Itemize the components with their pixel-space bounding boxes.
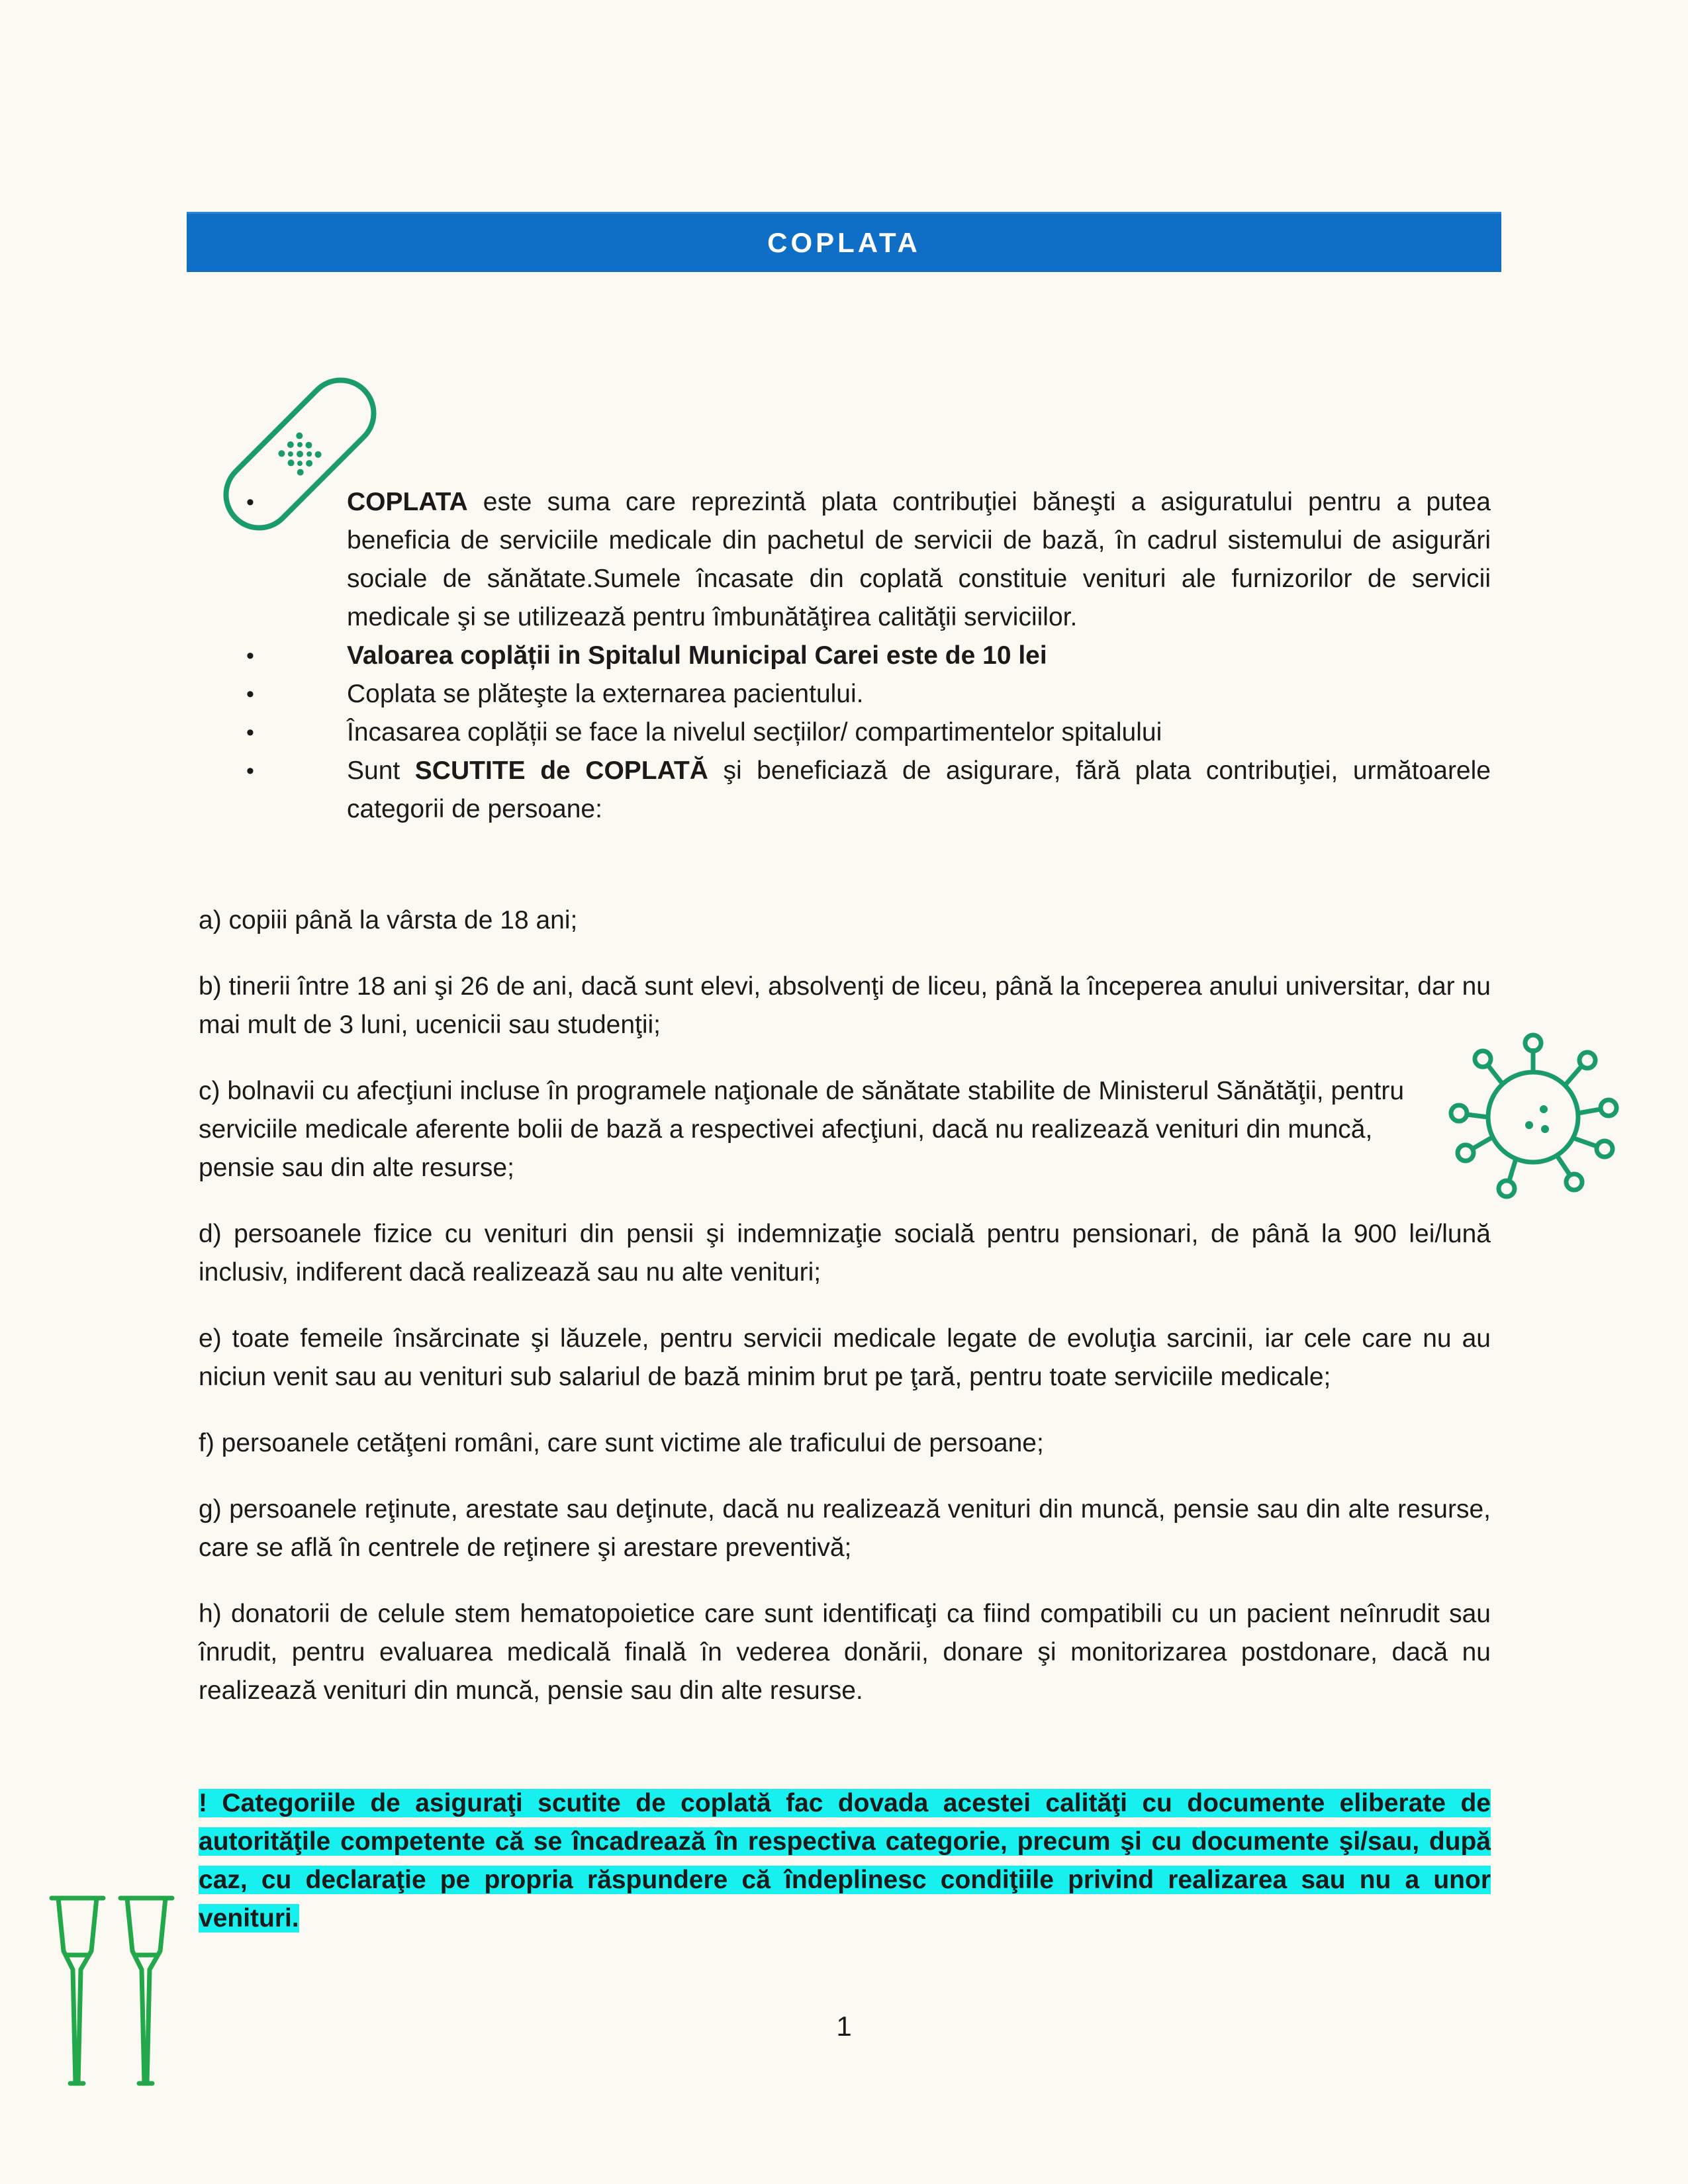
exemption-paragraphs: [199, 901, 1491, 1738]
note-paragraph: ! Categoriile de asiguraţi scutite de coplată fac dovada acestei calităţi cu documente eliberate de autorităţile competente că se încadrează în respectiva categorie, precum şi cu documente şi/sau, după caz, cu declaraţie pe propria răspundere că îndeplinesc condiţiile privind realizarea sau nu a unor venituri.: [199, 1789, 1491, 1933]
list-item: • Coplata se plăteşte la externarea pacientului.: [246, 680, 864, 708]
paragraph: b) tinerii între 18 ani şi 26 de ani, dacă sunt elevi, absolvenţi de liceu, până la începerea anului universitar, dar nu mai mult de 3 luni, ucenicii sau studenţii;: [199, 972, 1491, 1039]
list-item: • Sunt SCUTITE de COPLATĂ şi beneficiază de asigurare, fără plata contribuţiei, următoarele categorii de persoane:: [246, 756, 1491, 823]
paragraph: e) toate femeile însărcinate şi lăuzele, pentru servicii medicale legate de evoluţia sarcinii, iar cele care nu au niciun venit sau au venituri sub salariul de bază minim brut pe ţară, pentru toate serviciile medicale;: [199, 1324, 1491, 1391]
paragraph: c) bolnavii cu afecţiuni incluse în programele naţionale de sănătate stabilite de Ministerul Sănătăţii, pentru serviciile medicale aferente bolii de bază a respectivei afecţiuni, dacă nu realizează venituri din muncă, pensie sau din alte resurse;: [199, 1077, 1405, 1182]
page-number: 1: [836, 2011, 852, 2042]
paragraph: a) copiii până la vârsta de 18 ani;: [199, 906, 578, 934]
virus-icon: [1447, 1031, 1619, 1203]
paragraph: d) persoanele fizice cu venituri din pensii şi indemnizaţie socială pentru pensionari, de până la 900 lei/lună inclusiv, indiferent dacă realizează sau nu alte venituri;: [199, 1220, 1491, 1287]
page-title: COPLATA: [767, 227, 921, 258]
list-item: • Încasarea coplății se face la nivelul secțiilor/ compartimentelor spitalului: [246, 718, 1162, 747]
paragraph: g) persoanele reţinute, arestate sau deţinute, dacă nu realizează venituri din muncă, pensie sau din alte resurse, care se află în centrele de reţinere şi arestare preventivă;: [199, 1495, 1491, 1562]
paragraph: f) persoanele cetăţeni români, care sunt victime ale traficului de persoane;: [199, 1429, 1044, 1457]
bullet-list: [246, 483, 1491, 829]
paragraph: h) donatorii de celule stem hematopoietice care sunt identificaţi ca fiind compatibili cu un pacient neînrudit sau înrudit, pentru evaluarea medicală finală în vederea donării, donare şi monitorizarea postdonare, dacă nu realizează venituri din muncă, pensie sau din alte resurse.: [199, 1600, 1491, 1705]
list-item: • Valoarea coplății in Spitalul Municipal Carei este de 10 lei: [246, 641, 1047, 670]
crutches-icon: [46, 1891, 199, 2090]
header-bar: [187, 212, 1501, 272]
list-item: • COPLATA este suma care reprezintă plata contribuţiei băneşti a asiguratului pentru a putea beneficia de serviciile medicale din pachetul de servicii de bază, în cadrul sistemului de asigurări sociale de sănătate.Sumele încasate din coplată constituie venituri ale furnizorilor de servicii medicale şi se utilizează pentru îmbunătăţirea calităţii serviciilor.: [246, 488, 1491, 631]
